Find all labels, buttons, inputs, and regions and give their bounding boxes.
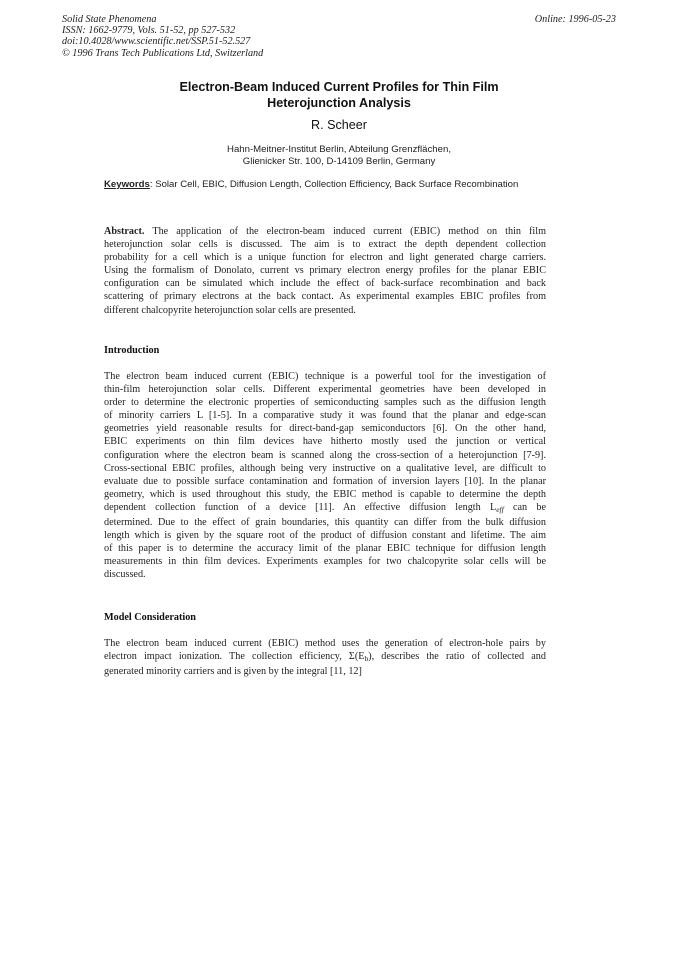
abstract-line: different chalcopyrite heterojunction solar cells are presented. xyxy=(104,304,356,316)
affiliation xyxy=(104,144,574,169)
title-line-1: Electron-Beam Induced Current Profiles for Thin Film xyxy=(179,80,499,94)
abstract-line: heterojunction solar cells is discussed. The aim is to extract the depth dependent collection xyxy=(104,239,546,251)
intro-line: The electron beam induced current (EBIC) technique is a powerful tool for the investigation of xyxy=(104,371,546,382)
introduction-body xyxy=(104,370,546,582)
intro-line: discussed. xyxy=(104,569,146,581)
keywords-text: : Solar Cell, EBIC, Diffusion Length, Collection Efficiency, Back Surface Recombination xyxy=(149,179,519,190)
copyright-line: © 1996 Trans Tech Publications Ltd, Switzerland xyxy=(62,47,264,59)
intro-line: of minority carriers L [1-5]. In a comparative study it was found that the planar and edge-scan xyxy=(104,410,546,422)
intro-line: dependent collection function of a device [11]. An effective diffusion length $L_{eff}$ can be xyxy=(104,501,546,514)
online-date: Online: 1996-05-23 xyxy=(534,14,616,25)
intro-line: thin-film heterojunction solar cells. Different experimental geometries have been developed in xyxy=(104,384,546,396)
intro-line: configuration where the electron beam is scanned along the cross-section of a heterojunction [7-9]. xyxy=(104,449,546,461)
model-heading: Model Consideration xyxy=(104,612,196,623)
intro-line: determined. Due to the effect of grain boundaries, this quantity can differ from the bulk diffusion xyxy=(104,517,546,529)
intro-line: evaluate due to possible surface contamination and formation of inversion layers [10]. In the planar xyxy=(104,475,546,487)
issn-line: ISSN: 1662-9779, Vols. 51-52, pp 527-532 xyxy=(62,25,236,37)
journal-header xyxy=(62,14,263,59)
intro-line: order to determine the electronic properties of semiconducting samples such as the diffusion length xyxy=(104,397,546,409)
abstract-lead: Abstract. xyxy=(104,226,145,237)
affiliation-line-1: Hahn-Meitner-Institut Berlin, Abteilung Grenzflächen, xyxy=(227,144,451,155)
model-line: electron impact ionization. The collection efficiency, $\Sigma(E_b)$, describes the ratio of collected and xyxy=(104,651,546,664)
author: R. Scheer xyxy=(311,118,367,132)
abstract-line: probability for a cell which is a unique function for electron and light generated charge carriers. xyxy=(104,252,546,264)
abstract xyxy=(104,225,546,317)
title-line-2: Heterojunction Analysis xyxy=(267,95,411,110)
abstract-line: Using the formalism of Donolato, current vs primary electron energy profiles for the planar EBIC xyxy=(104,265,546,277)
intro-line: EBIC experiments on thin film devices have hitherto mostly used the junction or vertical xyxy=(104,436,546,448)
doi-line: doi:10.4028/www.scientific.net/SSP.51-52.527 xyxy=(62,36,251,48)
intro-line: geometries yield reasonable results for direct-band-gap semiconductors [6]. On the other hand, xyxy=(104,423,546,435)
intro-line: geometry, which is used throughout this study, the EBIC method is capable to determine the depth xyxy=(104,488,546,500)
model-line: The electron beam induced current (EBIC) method uses the generation of electron-hole pairs by xyxy=(104,638,546,649)
abstract-line: configuration can be simulated which include the effect of back-surface recombination and back xyxy=(104,278,546,290)
model-body xyxy=(104,637,546,678)
keywords xyxy=(104,179,518,190)
intro-line: Cross-sectional EBIC profiles, although being very instructive on a qualitative level, are difficult to xyxy=(104,462,546,474)
journal-name: Solid State Phenomena xyxy=(62,14,157,25)
keywords-label: Keywords xyxy=(104,179,150,190)
eb-subscript: b xyxy=(364,654,369,664)
intro-line: of this paper is to determine the accuracy limit of the planar EBIC technique for diffusion length xyxy=(104,543,546,555)
intro-line: length which is given by the square root of the product of diffusion constant and lifetime. The aim xyxy=(104,530,546,542)
intro-line: measurements in thin film devices. Experiments examples for two chalcopyrite solar cells will be xyxy=(104,556,546,568)
abstract-line: scattering of primary electrons at the back contact. As experimental examples EBIC profiles from xyxy=(104,291,546,303)
leff-subscript: eff xyxy=(496,504,504,514)
introduction-heading: Introduction xyxy=(104,345,160,356)
abstract-line: Abstract. The application of the electron-beam induced current (EBIC) method on thin film xyxy=(104,226,546,237)
paper-title xyxy=(104,80,574,111)
affiliation-line-2: Glienicker Str. 100, D-14109 Berlin, Germany xyxy=(242,156,436,168)
model-line: generated minority carriers and is given by the integral [11, 12] xyxy=(104,666,362,678)
